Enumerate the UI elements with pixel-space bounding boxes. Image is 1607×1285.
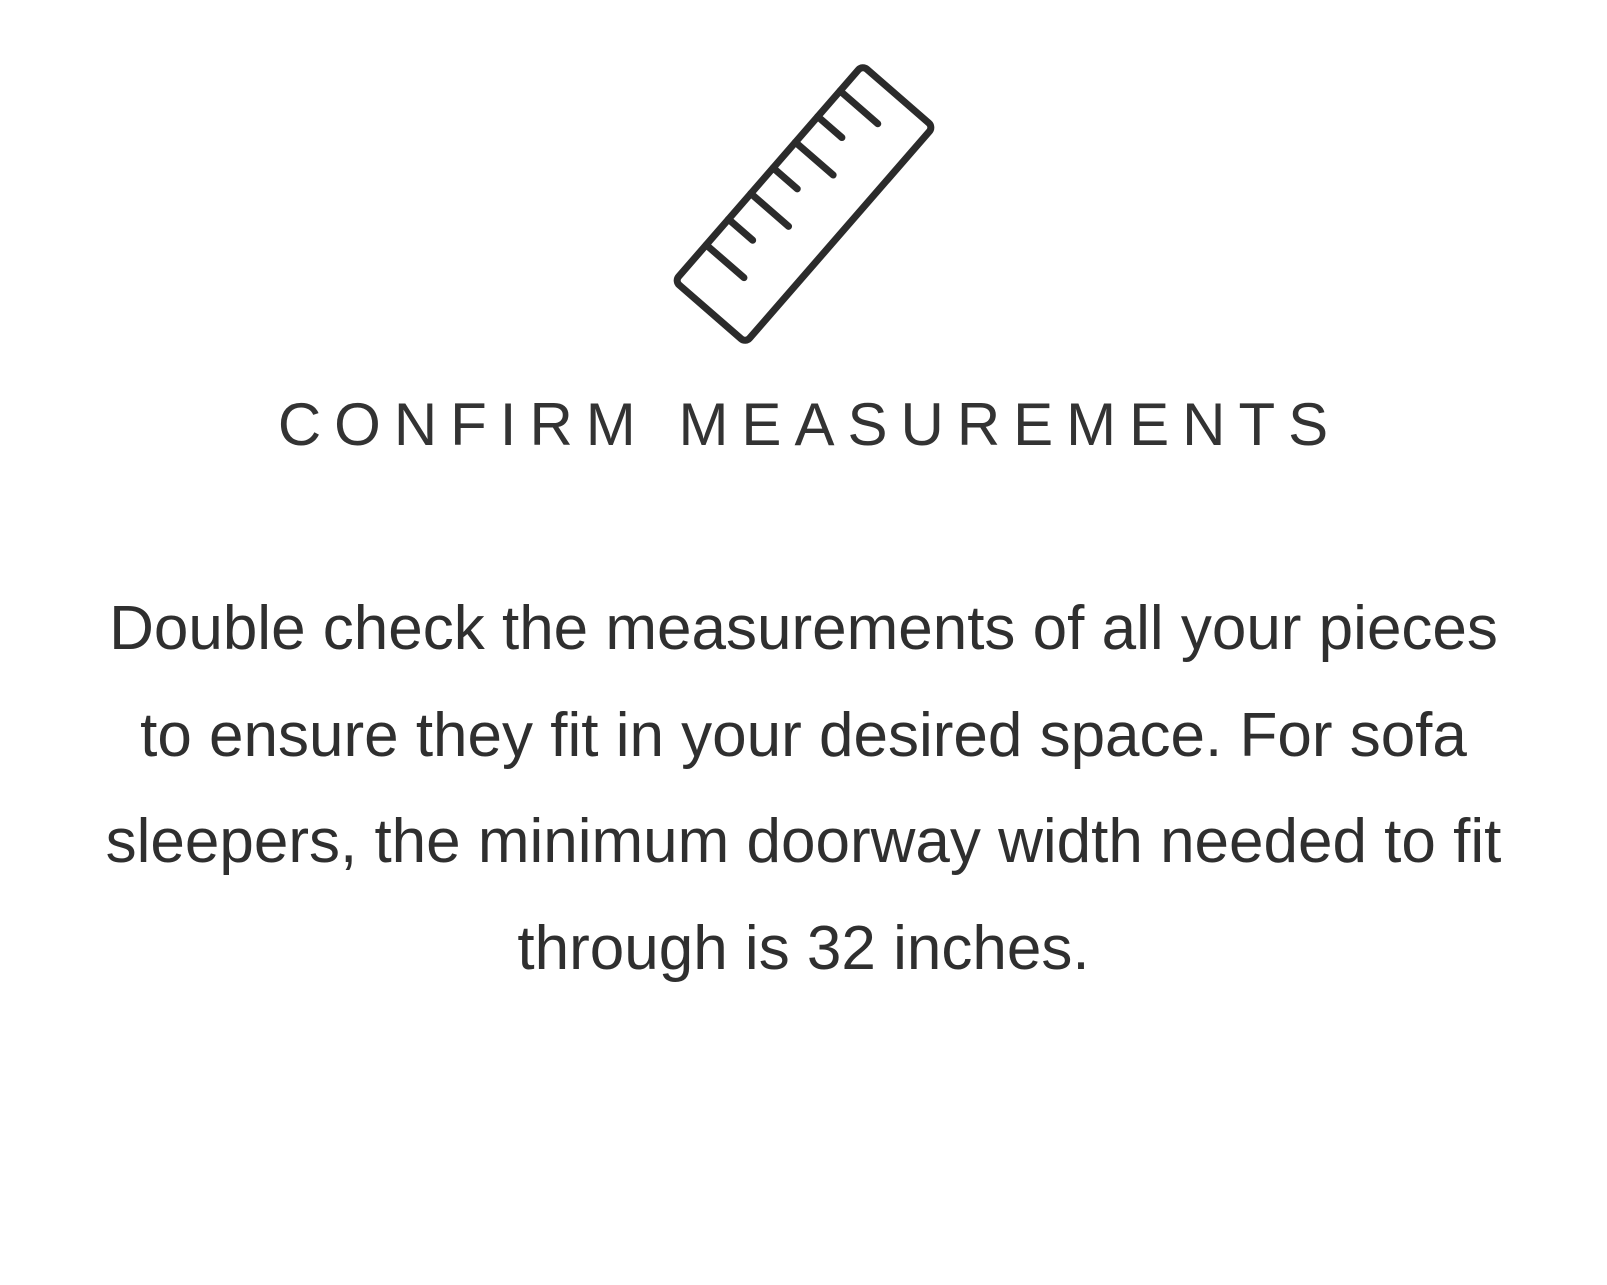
ruler-icon (634, 34, 974, 374)
page-title: CONFIRM MEASUREMENTS (277, 391, 1342, 458)
description-text: Double check the measurements of all your pieces to ensure they fit in your desired space. For sofa sleepers, the minimum doorway width needed to fit through is 32 inches. (105, 594, 1502, 984)
